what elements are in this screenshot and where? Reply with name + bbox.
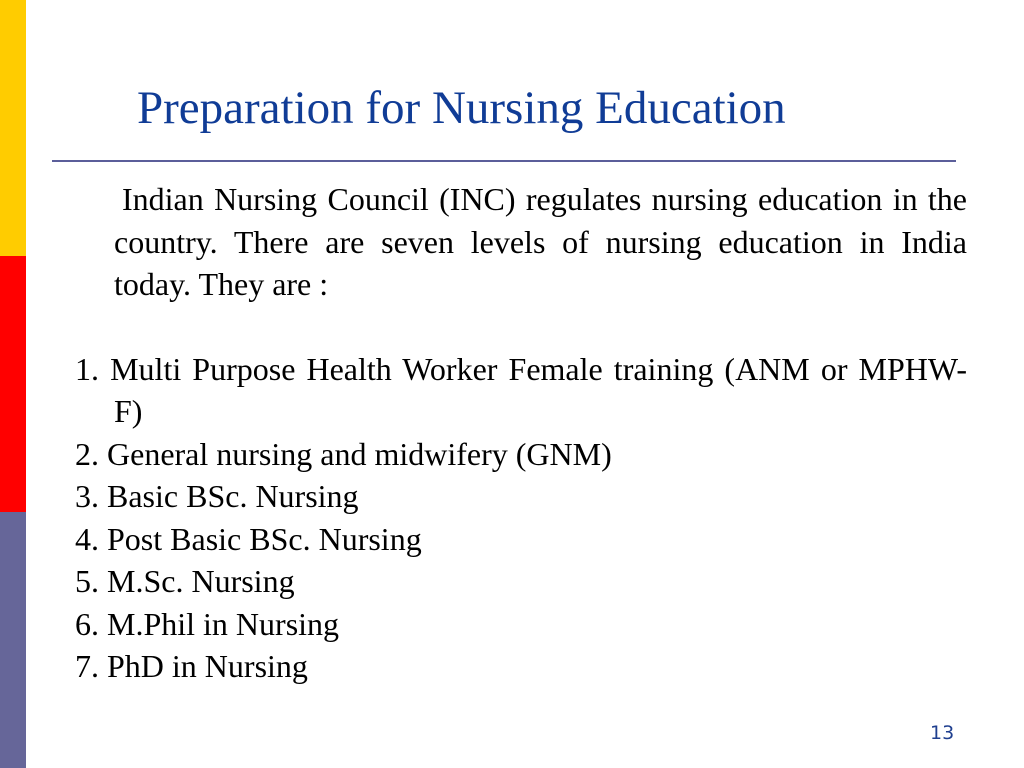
list-item-text: Post Basic BSc. Nursing <box>107 520 422 557</box>
list-item <box>75 518 967 561</box>
list-item <box>75 560 967 603</box>
left-accent-bar <box>0 0 26 768</box>
list-item-text: General nursing and midwifery (GNM) <box>107 435 612 472</box>
slide-body <box>75 178 967 688</box>
nursing-levels-list <box>75 348 967 688</box>
list-item-number: 1. <box>75 350 99 387</box>
accent-bar-blue <box>0 512 26 768</box>
list-item-text: Multi Purpose Health Worker Female training (ANM or MPHW-F) <box>110 350 968 429</box>
list-item-text: M.Sc. Nursing <box>107 563 295 599</box>
list-item-number: 4. <box>75 520 99 557</box>
list-item <box>75 348 967 433</box>
list-item <box>75 433 967 476</box>
list-item-number: 6. <box>75 605 99 642</box>
list-item-number: 3. <box>75 478 99 514</box>
accent-bar-yellow <box>0 0 26 256</box>
list-item-text: Basic BSc. Nursing <box>107 478 359 514</box>
page-number: 13 <box>930 722 955 744</box>
list-item-number: 7. <box>75 648 99 684</box>
list-item <box>75 645 967 688</box>
slide-title: Preparation for Nursing Education <box>137 82 786 134</box>
list-item <box>75 475 967 518</box>
list-item <box>75 603 967 646</box>
list-item-number: 5. <box>75 563 99 599</box>
accent-bar-red <box>0 256 26 512</box>
list-item-number: 2. <box>75 435 99 472</box>
list-item-text: M.Phil in Nursing <box>107 605 340 642</box>
intro-text: Indian Nursing Council (INC) regulates nursing education in the country. There are seven levels of nursing education in India today. They are : <box>114 181 967 302</box>
intro-paragraph <box>75 178 967 306</box>
title-divider <box>52 160 956 162</box>
list-item-text: PhD in Nursing <box>107 648 308 684</box>
